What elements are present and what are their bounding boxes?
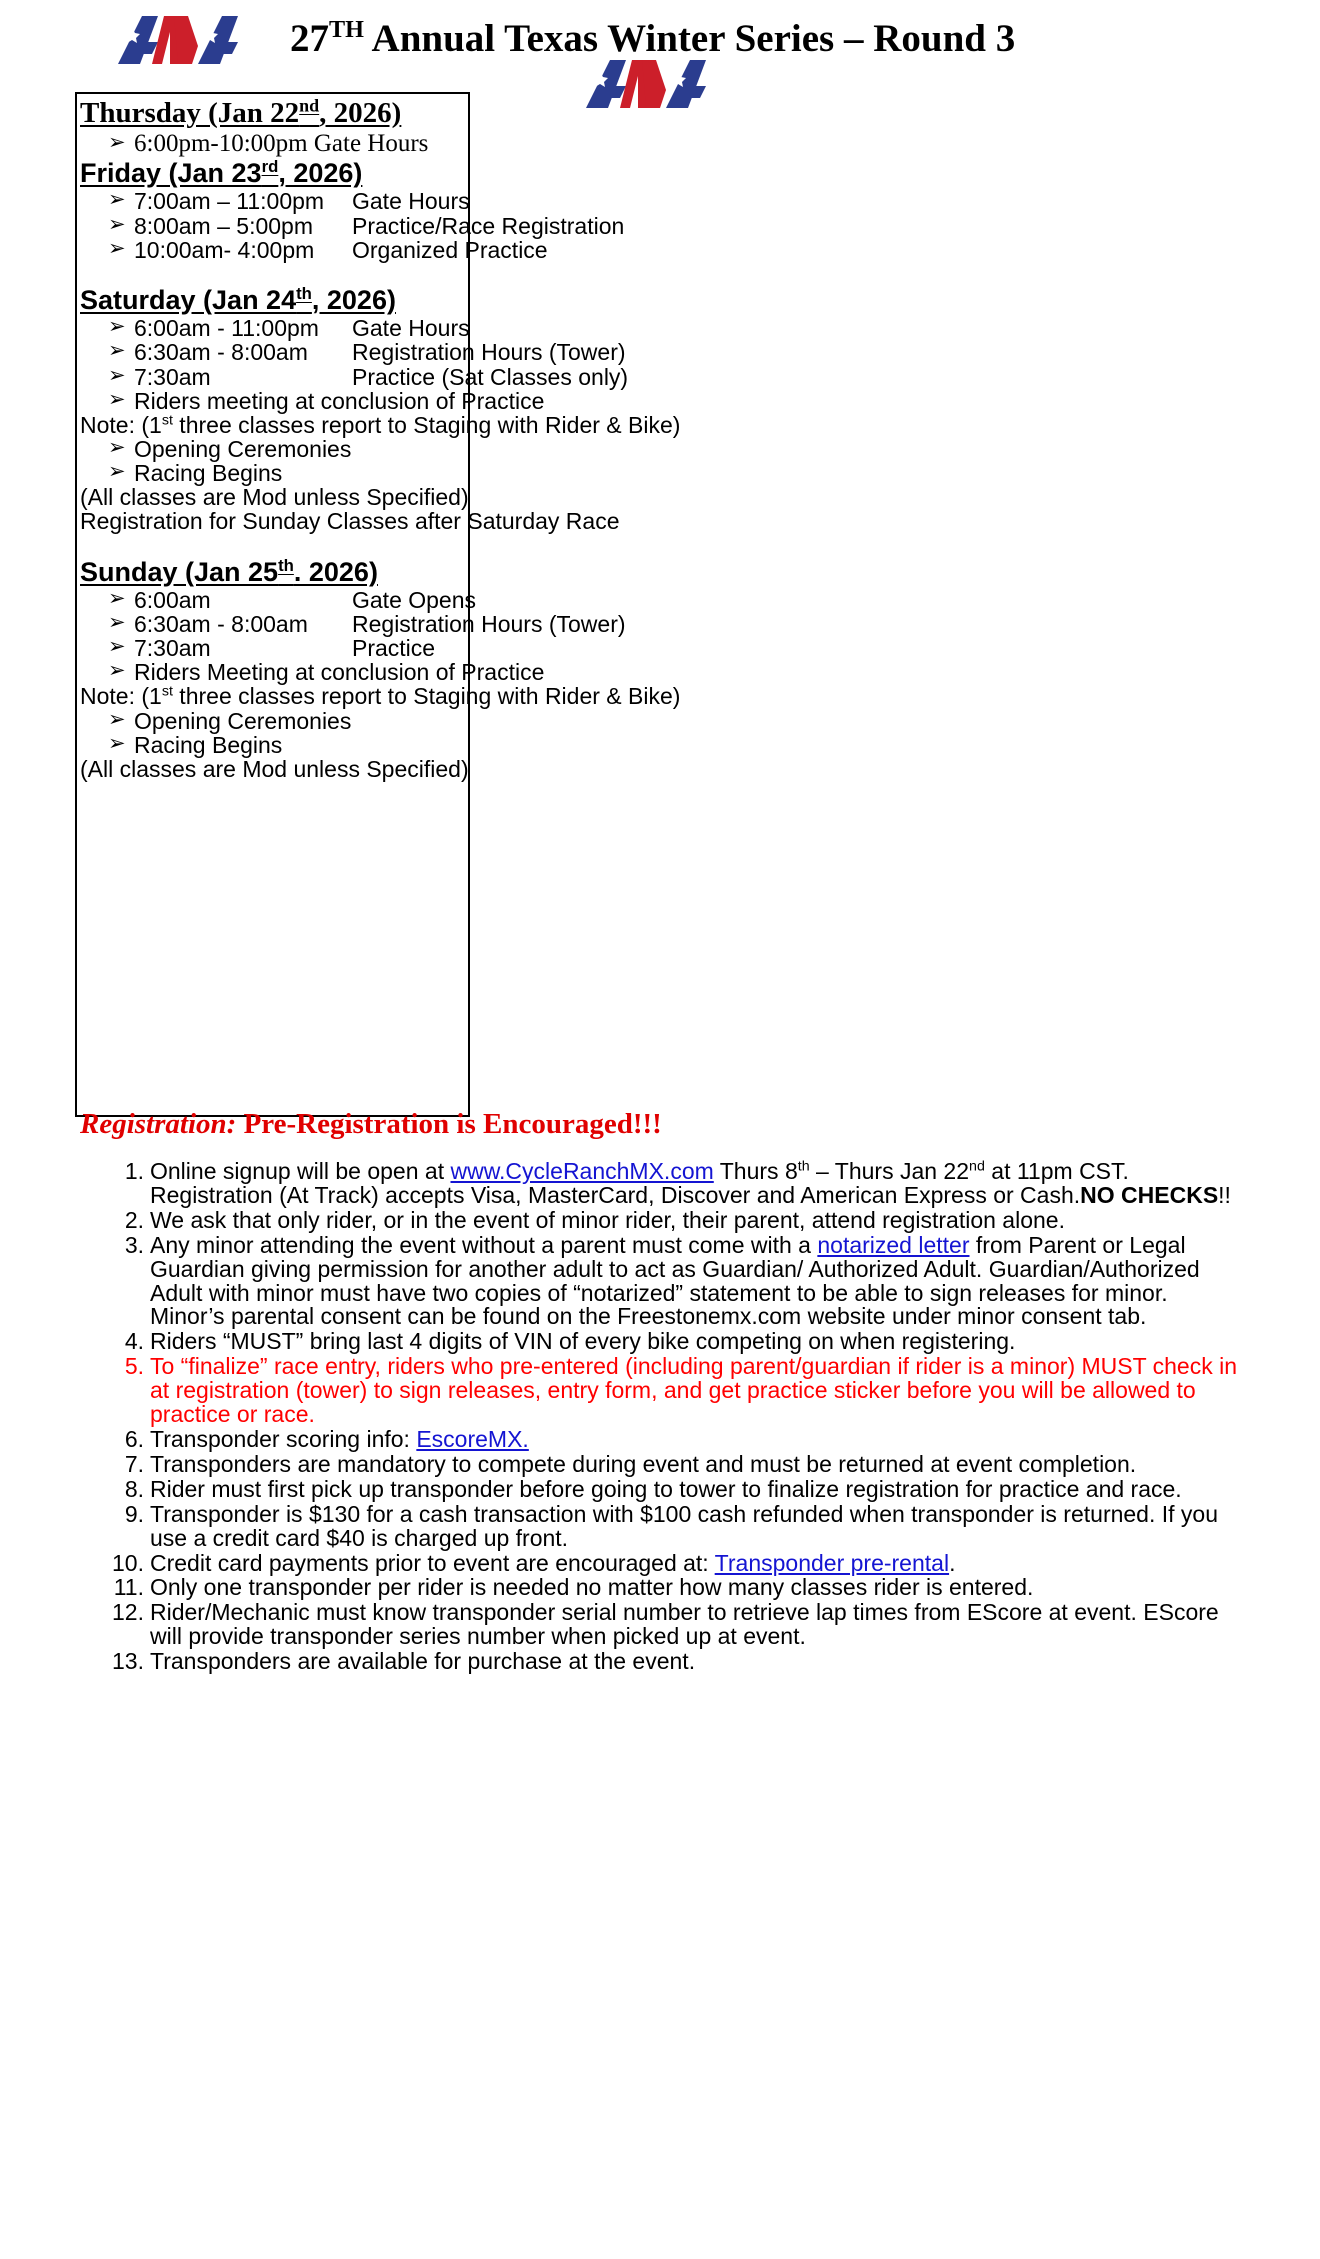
day-heading-friday bbox=[80, 157, 1230, 189]
list-item-text: . bbox=[949, 1549, 956, 1576]
note-ordinal: st bbox=[161, 683, 173, 700]
title-rest: Annual Texas Winter Series – Round 3 bbox=[363, 17, 1016, 60]
day-heading-saturday bbox=[80, 284, 1230, 316]
day-heading-thursday bbox=[80, 96, 1230, 131]
list-item-number: 7. bbox=[124, 1450, 144, 1477]
inline-link[interactable]: notarized letter bbox=[817, 1231, 970, 1258]
schedule-time: Opening Ceremonies bbox=[134, 707, 352, 734]
sunday-heading-tail: . 2026) bbox=[293, 556, 378, 587]
schedule-row bbox=[80, 131, 1230, 157]
inline-link[interactable]: Transponder pre-rental bbox=[714, 1549, 950, 1576]
schedule-time: 6:00am bbox=[134, 586, 211, 613]
schedule-label: Practice/Race Registration bbox=[352, 212, 625, 239]
note-pre: Note: (1 bbox=[80, 683, 162, 710]
schedule-time: 6:00am - 11:00pm bbox=[134, 315, 319, 342]
bullet-arrow-icon: ➢ bbox=[108, 339, 126, 363]
saturday-heading-main: Saturday (Jan 24 bbox=[80, 284, 297, 315]
bullet-arrow-icon: ➢ bbox=[108, 611, 126, 635]
list-item-text: Transponders are available for purchase at the event. bbox=[150, 1648, 696, 1675]
list-item-text: Rider/Mechanic must know transponder serial number to retrieve lap times from EScore at event. EScore will provide transponder series number when picked up at event. bbox=[150, 1599, 1219, 1650]
note-post: three classes report to Staging with Rider & Bike) bbox=[172, 683, 681, 710]
friday-heading-main: Friday (Jan 23 bbox=[80, 158, 262, 189]
list-item-number: 5. bbox=[124, 1353, 144, 1380]
registration-heading bbox=[80, 1108, 662, 1141]
bullet-arrow-icon: ➢ bbox=[108, 387, 126, 411]
schedule-row bbox=[80, 612, 1230, 636]
schedule-time: 10:00am- 4:00pm bbox=[134, 236, 315, 263]
schedule-row bbox=[80, 340, 1230, 364]
schedule-row bbox=[80, 365, 1230, 389]
list-item-number: 12. bbox=[112, 1599, 144, 1626]
bullet-arrow-icon: ➢ bbox=[108, 212, 126, 236]
schedule-row bbox=[80, 238, 1230, 262]
schedule-time: 7:00am – 11:00pm bbox=[134, 188, 325, 215]
list-item-number: 10. bbox=[112, 1549, 144, 1576]
registration-list-item bbox=[110, 1549, 1240, 1576]
list-item-number: 6. bbox=[124, 1425, 144, 1452]
schedule-label: Gate Hours bbox=[352, 188, 470, 215]
schedule-time: 8:00am – 5:00pm bbox=[134, 212, 314, 239]
spacer bbox=[80, 534, 1230, 556]
saturday-footer-line: Registration for Sunday Classes after Saturday Race bbox=[80, 508, 620, 535]
registration-list-item bbox=[110, 1231, 1240, 1330]
schedule-time: 6:00pm-10:00pm Gate Hours bbox=[134, 129, 429, 157]
schedule-label: Gate Opens bbox=[352, 586, 477, 613]
saturday-heading-ordinal: th bbox=[296, 283, 312, 303]
sunday-heading-ordinal: th bbox=[278, 555, 294, 575]
bullet-arrow-icon: ➢ bbox=[108, 635, 126, 659]
schedule-row bbox=[80, 189, 1230, 213]
list-item-number: 13. bbox=[112, 1648, 144, 1675]
schedule-row bbox=[80, 214, 1230, 238]
sunday-heading-main: Sunday (Jan 25 bbox=[80, 556, 279, 587]
list-item-number: 2. bbox=[124, 1206, 144, 1233]
bullet-arrow-icon: ➢ bbox=[108, 659, 126, 683]
registration-list-item bbox=[110, 1601, 1240, 1649]
schedule-label: Practice bbox=[352, 635, 436, 662]
schedule-label: Registration Hours (Tower) bbox=[352, 339, 626, 366]
friday-heading-tail: , 2026) bbox=[278, 158, 363, 189]
bullet-arrow-icon: ➢ bbox=[108, 188, 126, 212]
bullet-arrow-icon: ➢ bbox=[108, 363, 126, 387]
registration-heading-rest: Pre-Registration is Encouraged!!! bbox=[236, 1108, 662, 1140]
schedule-row bbox=[80, 437, 1230, 461]
registration-heading-label: Registration: bbox=[80, 1108, 237, 1140]
schedule-label: Practice (Sat Classes only) bbox=[352, 363, 629, 390]
bullet-arrow-icon: ➢ bbox=[108, 236, 126, 260]
registration-list-item bbox=[110, 1206, 1240, 1233]
friday-heading-ordinal: rd bbox=[261, 157, 279, 177]
schedule-time: 7:30am bbox=[134, 363, 211, 390]
saturday-footer-line: (All classes are Mod unless Specified) bbox=[80, 484, 469, 511]
schedule-label: Organized Practice bbox=[352, 236, 548, 263]
schedule-row bbox=[80, 733, 1230, 757]
list-item-text: at 11pm CST. Registration (At Track) accepts Visa, MasterCard, Discover and American Express or Cash. bbox=[150, 1158, 1129, 1208]
bullet-arrow-icon: ➢ bbox=[108, 435, 126, 459]
schedule-content bbox=[80, 96, 1230, 781]
thursday-heading-ordinal: nd bbox=[299, 95, 320, 116]
schedule-time: Riders meeting at conclusion of Practice bbox=[134, 387, 545, 414]
schedule-row bbox=[80, 636, 1230, 660]
registration-list-item bbox=[110, 1425, 1240, 1452]
schedule-label: Gate Hours bbox=[352, 315, 470, 342]
list-item-number: 11. bbox=[113, 1574, 144, 1601]
schedule-time: 6:30am - 8:00am bbox=[134, 611, 308, 638]
schedule-time: Riders Meeting at conclusion of Practice bbox=[134, 659, 545, 686]
ordinal-suffix: nd bbox=[969, 1158, 985, 1175]
list-item-text: Transponder scoring info: bbox=[150, 1425, 417, 1452]
schedule-row bbox=[80, 316, 1230, 340]
bullet-arrow-icon: ➢ bbox=[108, 586, 126, 610]
registration-list-item bbox=[110, 1450, 1240, 1477]
ama-logo-icon bbox=[112, 12, 244, 68]
schedule-time: 6:30am - 8:00am bbox=[134, 339, 308, 366]
bullet-arrow-icon: ➢ bbox=[108, 129, 126, 154]
note-pre: Note: (1 bbox=[80, 411, 162, 438]
list-item-number: 1. bbox=[124, 1158, 144, 1184]
note-ordinal: st bbox=[161, 412, 173, 429]
list-item-text: Riders “MUST” bring last 4 digits of VIN of every bike competing on when registering. bbox=[150, 1328, 1016, 1355]
list-item-text: Transponders are mandatory to compete during event and must be returned at event completion. bbox=[150, 1450, 1137, 1477]
schedule-time: Racing Begins bbox=[134, 731, 283, 758]
saturday-heading-tail: , 2026) bbox=[311, 284, 396, 315]
schedule-time: 7:30am bbox=[134, 635, 211, 662]
list-item-text: To “finalize” race entry, riders who pre-entered (including parent/guardian if rider is a minor) MUST check in at registration (tower) to sign releases, entry form, and get practice sticker before you will be allowed to practice or race. bbox=[150, 1353, 1237, 1428]
schedule-row bbox=[80, 660, 1230, 684]
inline-link[interactable]: www.CycleRanchMX.com bbox=[450, 1158, 714, 1184]
sunday-footer-line: (All classes are Mod unless Specified) bbox=[80, 755, 469, 782]
inline-link[interactable]: EscoreMX. bbox=[416, 1425, 529, 1452]
emphasis-text: NO CHECKS bbox=[1080, 1181, 1219, 1208]
title-prefix: 27 bbox=[290, 17, 329, 60]
bullet-arrow-icon: ➢ bbox=[108, 731, 126, 755]
schedule-label: Registration Hours (Tower) bbox=[352, 611, 626, 638]
day-heading-sunday bbox=[80, 556, 1230, 588]
list-item-text: !! bbox=[1218, 1181, 1231, 1208]
schedule-row bbox=[80, 389, 1230, 413]
spacer bbox=[80, 262, 1230, 284]
list-item-text: Transponder is $130 for a cash transaction with $100 cash refunded when transponder is returned. If you use a credit card $40 is charged up front. bbox=[150, 1500, 1219, 1551]
list-item-number: 9. bbox=[124, 1500, 144, 1527]
registration-list bbox=[110, 1160, 1240, 1675]
bullet-arrow-icon: ➢ bbox=[108, 707, 126, 731]
list-item-number: 3. bbox=[124, 1231, 144, 1258]
schedule-time: Opening Ceremonies bbox=[134, 435, 352, 462]
page-title bbox=[290, 16, 1015, 61]
title-ordinal: TH bbox=[329, 16, 364, 43]
list-item-text: Credit card payments prior to event are encouraged at: bbox=[150, 1549, 715, 1576]
list-item-text: We ask that only rider, or in the event of minor rider, their parent, attend registration alone. bbox=[150, 1206, 1065, 1233]
list-item-text: Any minor attending the event without a parent must come with a bbox=[150, 1231, 818, 1258]
schedule-row bbox=[80, 588, 1230, 612]
bullet-arrow-icon: ➢ bbox=[108, 315, 126, 339]
registration-list-item bbox=[110, 1355, 1240, 1427]
registration-list-item bbox=[110, 1576, 1240, 1600]
saturday-staging-note bbox=[80, 413, 1230, 437]
schedule-row bbox=[80, 709, 1230, 733]
registration-list-item bbox=[110, 1330, 1240, 1354]
list-item-text: from Parent or Legal Guardian giving permission for another adult to act as Guardian/ Authorized Adult. Guardian/Authorized Adult with minor must have two copies of “notarized” statement to be able to sign releases for minor. Minor’s parental consent can be found on the Freestonemx.com website under minor consent tab. bbox=[150, 1231, 1200, 1330]
bullet-arrow-icon: ➢ bbox=[108, 460, 126, 484]
list-item-text: Only one transponder per rider is needed no matter how many classes rider is entered. bbox=[150, 1574, 1034, 1601]
schedule-time: Racing Begins bbox=[134, 460, 283, 487]
ordinal-suffix: th bbox=[797, 1158, 810, 1175]
schedule-row bbox=[80, 461, 1230, 485]
sunday-staging-note bbox=[80, 684, 1230, 708]
note-post: three classes report to Staging with Rider & Bike) bbox=[172, 411, 681, 438]
list-item-text: – Thurs Jan 22 bbox=[809, 1158, 970, 1184]
list-item-number: 8. bbox=[124, 1475, 144, 1502]
list-item-text: Rider must first pick up transponder before going to tower to finalize registration for practice and race. bbox=[150, 1475, 1182, 1502]
registration-list-item bbox=[110, 1160, 1240, 1208]
registration-list-item bbox=[110, 1650, 1240, 1674]
list-item-text: Thurs 8 bbox=[713, 1158, 798, 1184]
list-item-text: Online signup will be open at bbox=[150, 1158, 451, 1184]
thursday-heading-main: Thursday (Jan 22 bbox=[80, 97, 300, 129]
list-item-number: 4. bbox=[124, 1328, 144, 1355]
thursday-heading-tail: , 2026) bbox=[319, 97, 402, 129]
registration-list-item bbox=[110, 1475, 1240, 1502]
registration-list-item bbox=[110, 1500, 1240, 1551]
